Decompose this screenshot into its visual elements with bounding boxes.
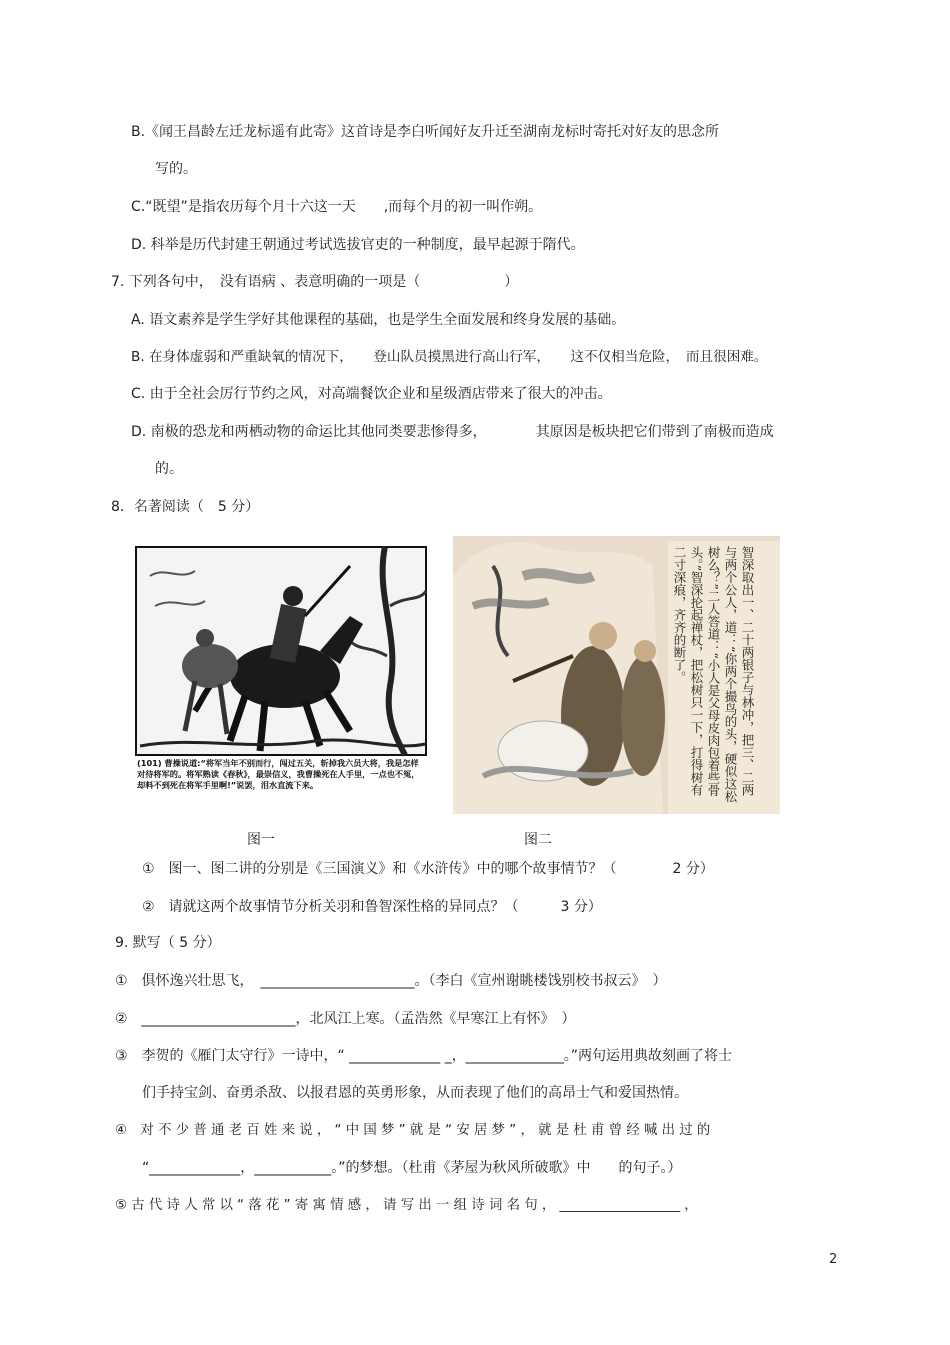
figure-one xyxy=(135,546,427,808)
figure-one-caption-text: (101) 曹操说道:“将军当年不别而行，闯过五关，斩掉我六员大将，我是怎样对待将军的。将军熟读《春秋》，最崇信义，我曹操死在人手里，一点也不冤，却料不到死在将军手里啊!”说罢，泪水直流下来。 xyxy=(137,758,420,790)
figure-two-illustration xyxy=(453,536,780,814)
q9-line-6: “_____________，___________。”的梦想。（杜甫《茅屋为秋风所破歌》中 的句子。） xyxy=(142,1160,682,1176)
figure-two-vertical-text: 智深取出一、二十两银子与林冲，把三、二两与两个公人，道：“你两个撮鸟的头，硬似这松树么？”二人答道：“小人是父母皮肉包着些骨头。”智深抡起禅杖，把松树只一下，打得树有二寸深痕，齐齐的断了。 xyxy=(672,546,755,803)
q7-option-b: B. 在身体虚弱和严重缺氧的情况下， 登山队员摸黑进行高山行军， 这不仅相当危险， 而且很困难。 xyxy=(131,349,768,365)
q9-stem: 9. 默写（ 5 分） xyxy=(115,935,221,951)
q6-option-c: C.“既望”是指农历每个月十六这一天 ,而每个月的初一叫作朔。 xyxy=(131,199,543,215)
page-number: 2 xyxy=(829,1252,838,1267)
q8-stem: 8．名著阅读（ 5 分） xyxy=(111,499,260,515)
q6-option-d: D. 科举是历代封建王朝通过考试选拔官吏的一种制度，最早起源于隋代。 xyxy=(131,237,585,253)
figure-one-illustration xyxy=(135,546,427,808)
q9-line-2: ② ______________________，北风江上寒。（孟浩然《早寒江上有怀》 ） xyxy=(115,1011,576,1027)
q7-option-d-line2: 的。 xyxy=(155,461,183,477)
q8-subquestion-2: ② 请就这两个故事情节分析关羽和鲁智深性格的异同点？（ 3 分） xyxy=(142,899,602,915)
q6-option-b-line2: 写的。 xyxy=(155,161,197,177)
q7-stem: 7. 下列各句中， 没有语病 、表意明确的一项是（ ） xyxy=(111,274,519,290)
figure-one-label: 图一 xyxy=(247,832,275,848)
q9-line-5: ④ 对 不 少 普 通 老 百 姓 来 说 ， “ 中 国 梦 ” 就 是 “ 安 居 梦 ” ， 就 是 杜 甫 曾 经 喊 出 过 的 xyxy=(115,1123,711,1138)
q7-option-d-line1: D. 南极的恐龙和两栖动物的命运比其他同类要悲惨得多， 其原因是板块把它们带到了南极而造成 xyxy=(131,424,774,440)
q6-option-b-line1: B.《闻王昌龄左迁龙标遥有此寄》这首诗是李白听闻好友升迁至湖南龙标时寄托对好友的思念所 xyxy=(131,124,720,140)
q9-line-4: 们手持宝剑、奋勇杀敌、以报君恩的英勇形象，从而表现了他们的高昂士气和爱国热情。 xyxy=(142,1085,688,1101)
q7-option-a: A. 语文素养是学生学好其他课程的基础，也是学生全面发展和终身发展的基础。 xyxy=(131,312,626,328)
figure-two xyxy=(453,536,780,814)
q9-line-1: ① 俱怀逸兴壮思飞， ______________________。（李白《宣州谢眺楼饯别校书叔云》 ） xyxy=(115,973,667,989)
q7-option-c: C. 由于全社会厉行节约之风，对高端餐饮企业和星级酒店带来了很大的冲击。 xyxy=(131,386,612,402)
q9-line-7: ⑤ 古 代 诗 人 常 以 “ 落 花 ” 寄 寓 情 感 ， 请 写 出 一 组 诗 词 名 句 ， __________________ ， xyxy=(115,1198,698,1213)
q9-line-3: ③ 李贺的《雁门太守行》一诗中，“ _____________ _，______________。”两句运用典故刻画了将士 xyxy=(115,1048,732,1064)
figure-two-label: 图二 xyxy=(524,832,552,848)
q8-subquestion-1: ① 图一、图二讲的分别是《三国演义》和《水浒传》中的哪个故事情节？（ 2 分） xyxy=(142,861,714,877)
